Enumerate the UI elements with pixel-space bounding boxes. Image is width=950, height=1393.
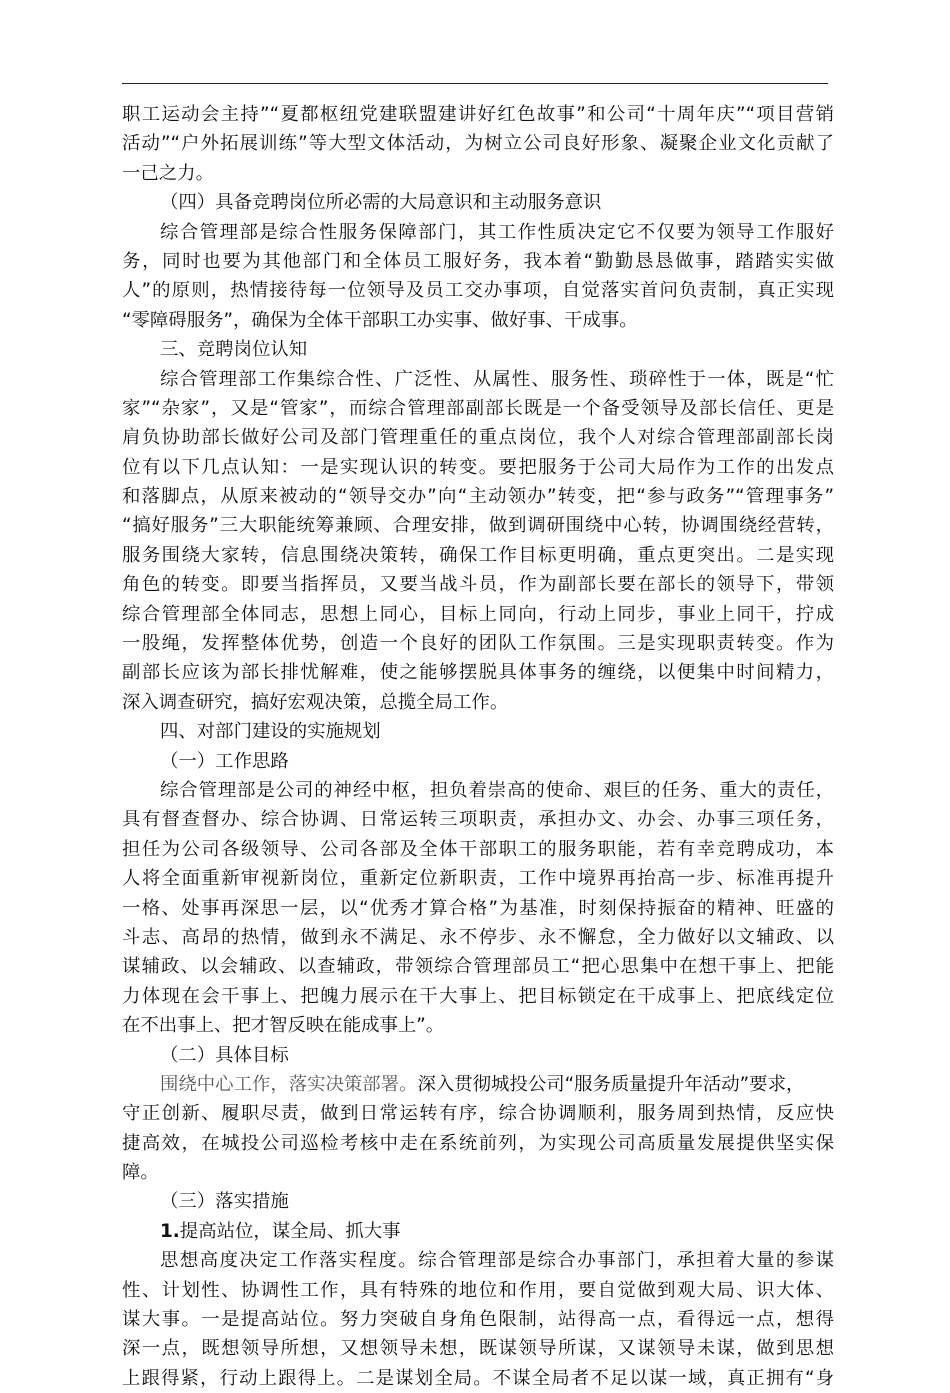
paragraph-line: 服务围绕大家转，信息围绕决策转，确保工作目标更明确，重点更突出。二是实现 — [122, 544, 834, 566]
paragraph-line: 性、计划性、协调性工作，具有特殊的地位和作用，要自觉做到观大局、识大体、 — [122, 1279, 834, 1301]
paragraph-line: 综合管理部工作集综合性、广泛性、从属性、服务性、琐碎性于一体，既是“忙 — [160, 368, 834, 390]
paragraph-line: 综合管理部是公司的神经中枢，担负着崇高的使命、艰巨的任务、重大的责任， — [160, 779, 834, 801]
paragraph-line: 副部长应该为部长排忧解难，使之能够摆脱具体事务的缠绕，以便集中时间精力， — [122, 662, 834, 684]
lead-continuation: 深入贯彻城投公司“服务质量提升年活动”要求， — [417, 1073, 805, 1095]
header-rule — [122, 83, 828, 84]
subsection-heading: （一）工作思路 — [160, 750, 289, 772]
paragraph-line: 担任为公司各级领导、公司各部及全体干部职工的服务职能，若有幸竞聘成功，本 — [122, 838, 834, 860]
paragraph-line: 守正创新、履职尽责，做到日常运转有序，综合协调顺利，服务周到热情，反应快 — [122, 1103, 834, 1125]
paragraph-line: 具有督查督办、综合协调、日常运转三项职责，承担办文、办会、办事三项任务， — [122, 809, 834, 831]
paragraph-line: 综合管理部是综合性服务保障部门，其工作性质决定它不仅要为领导工作服好 — [160, 221, 834, 243]
paragraph-line: 活动”“户外拓展训练”等大型文体活动，为树立公司良好形象、凝聚企业文化贡献了 — [122, 133, 834, 155]
paragraph-line: “搞好服务”三大职能统筹兼顾、合理安排，做到调研围绕中心转，协调围绕经营转， — [122, 515, 834, 537]
document-body — [122, 100, 834, 1393]
paragraph-line: 和落脚点，从原来被动的“领导交办”向“主动领办”转变，把“参与政务”“管理事务” — [122, 486, 834, 508]
paragraph-line: 角色的转变。即要当指挥员，又要当战斗员，作为副部长要在部长的领导下，带领 — [122, 574, 834, 596]
paragraph-line: “零障碍服务”，确保为全体干部职工办实事、做好事、干成事。 — [122, 309, 638, 331]
paragraph-line: 综合管理部全体同志，思想上同心，目标上同向，行动上同步，事业上同干，拧成 — [122, 603, 834, 625]
paragraph-line: 一格、处事再深思一层，以“优秀才算合格”为基准，时刻保持振奋的精神、旺盛的 — [122, 897, 834, 919]
paragraph-line: 人将全面重新审视新岗位，重新定位新职责，工作中境界再抬高一步、标准再提升 — [122, 868, 834, 890]
subsection-heading: （二）具体目标 — [160, 1044, 289, 1066]
gray-lead-text: 围绕中心工作，落实决策部署。 — [160, 1073, 418, 1095]
paragraph-line: 一己之力。 — [122, 162, 214, 184]
paragraph-line — [122, 1070, 834, 1099]
paragraph-line: 务，同时也要为其他部门和全体员工服好务，我本着“勤勤恳恳做事，踏踏实实做 — [122, 250, 834, 272]
paragraph-line: 捷高效，在城投公司巡检考核中走在系统前列，为实现公司高质量发展提供坚实保 — [122, 1132, 834, 1154]
paragraph-line: 谋辅政、以会辅政、以查辅政，带领综合管理部员工“把心思集中在想干事上、把能 — [122, 956, 834, 978]
measure-heading — [122, 1217, 834, 1246]
paragraph-line: 肩负协助部长做好公司及部门管理重任的重点岗位，我个人对综合管理部副部长岗 — [122, 427, 834, 449]
measure-title: 提高站位，谋全局、抓大事 — [179, 1220, 401, 1242]
section-heading: 三、竞聘岗位认知 — [160, 339, 308, 361]
section-heading: 四、对部门建设的实施规划 — [160, 721, 381, 743]
paragraph-line: 上跟得紧，行动上跟得上。二是谋划全局。不谋全局者不足以谋一域，真正拥有“身 — [122, 1367, 834, 1389]
paragraph-line: 一股绳，发挥整体优势，创造一个良好的团队工作氛围。三是实现职责转变。作为 — [122, 633, 834, 655]
paragraph-line: 斗志、高昂的热情，做到永不满足、永不停步、永不懈怠，全力做好以文辅政、以 — [122, 926, 834, 948]
paragraph-line: 家”“杂家”，又是“管家”，而综合管理部副部长既是一个备受领导及部长信任、更是 — [122, 397, 834, 419]
measure-number: 1. — [160, 1220, 180, 1242]
subsection-heading: （三）落实措施 — [160, 1191, 289, 1213]
paragraph-line: 位有以下几点认知：一是实现认识的转变。要把服务于公司大局作为工作的出发点 — [122, 456, 834, 478]
paragraph-line: 深一点，既想领导所想，又想领导未想，既谋领导所谋，又谋领导未谋，做到思想 — [122, 1338, 834, 1360]
paragraph-line: 职工运动会主持”“夏都枢纽党建联盟建讲好红色故事”和公司“十周年庆”“项目营销 — [122, 104, 834, 125]
paragraph-line: 谋大事。一是提高站位。努力突破自身角色限制，站得高一点，看得远一点，想得 — [122, 1309, 834, 1331]
paragraph-line: 思想高度决定工作落实程度。综合管理部是综合办事部门，承担着大量的参谋 — [160, 1250, 834, 1272]
paragraph-line: 障。 — [122, 1162, 159, 1184]
paragraph-line: 在不出事上、把才智反映在能成事上”。 — [122, 1015, 445, 1037]
paragraph-line: 人”的原则，热情接待每一位领导及员工交办事项，自觉落实首问负责制，真正实现 — [122, 280, 834, 302]
section-heading: （四）具备竞聘岗位所必需的大局意识和主动服务意识 — [160, 192, 602, 214]
paragraph-line: 深入调查研究，搞好宏观决策，总揽全局工作。 — [122, 691, 509, 713]
paragraph-line: 力体现在会干事上、把魄力展示在干大事上、把目标锁定在干成事上、把底线定位 — [122, 985, 834, 1007]
